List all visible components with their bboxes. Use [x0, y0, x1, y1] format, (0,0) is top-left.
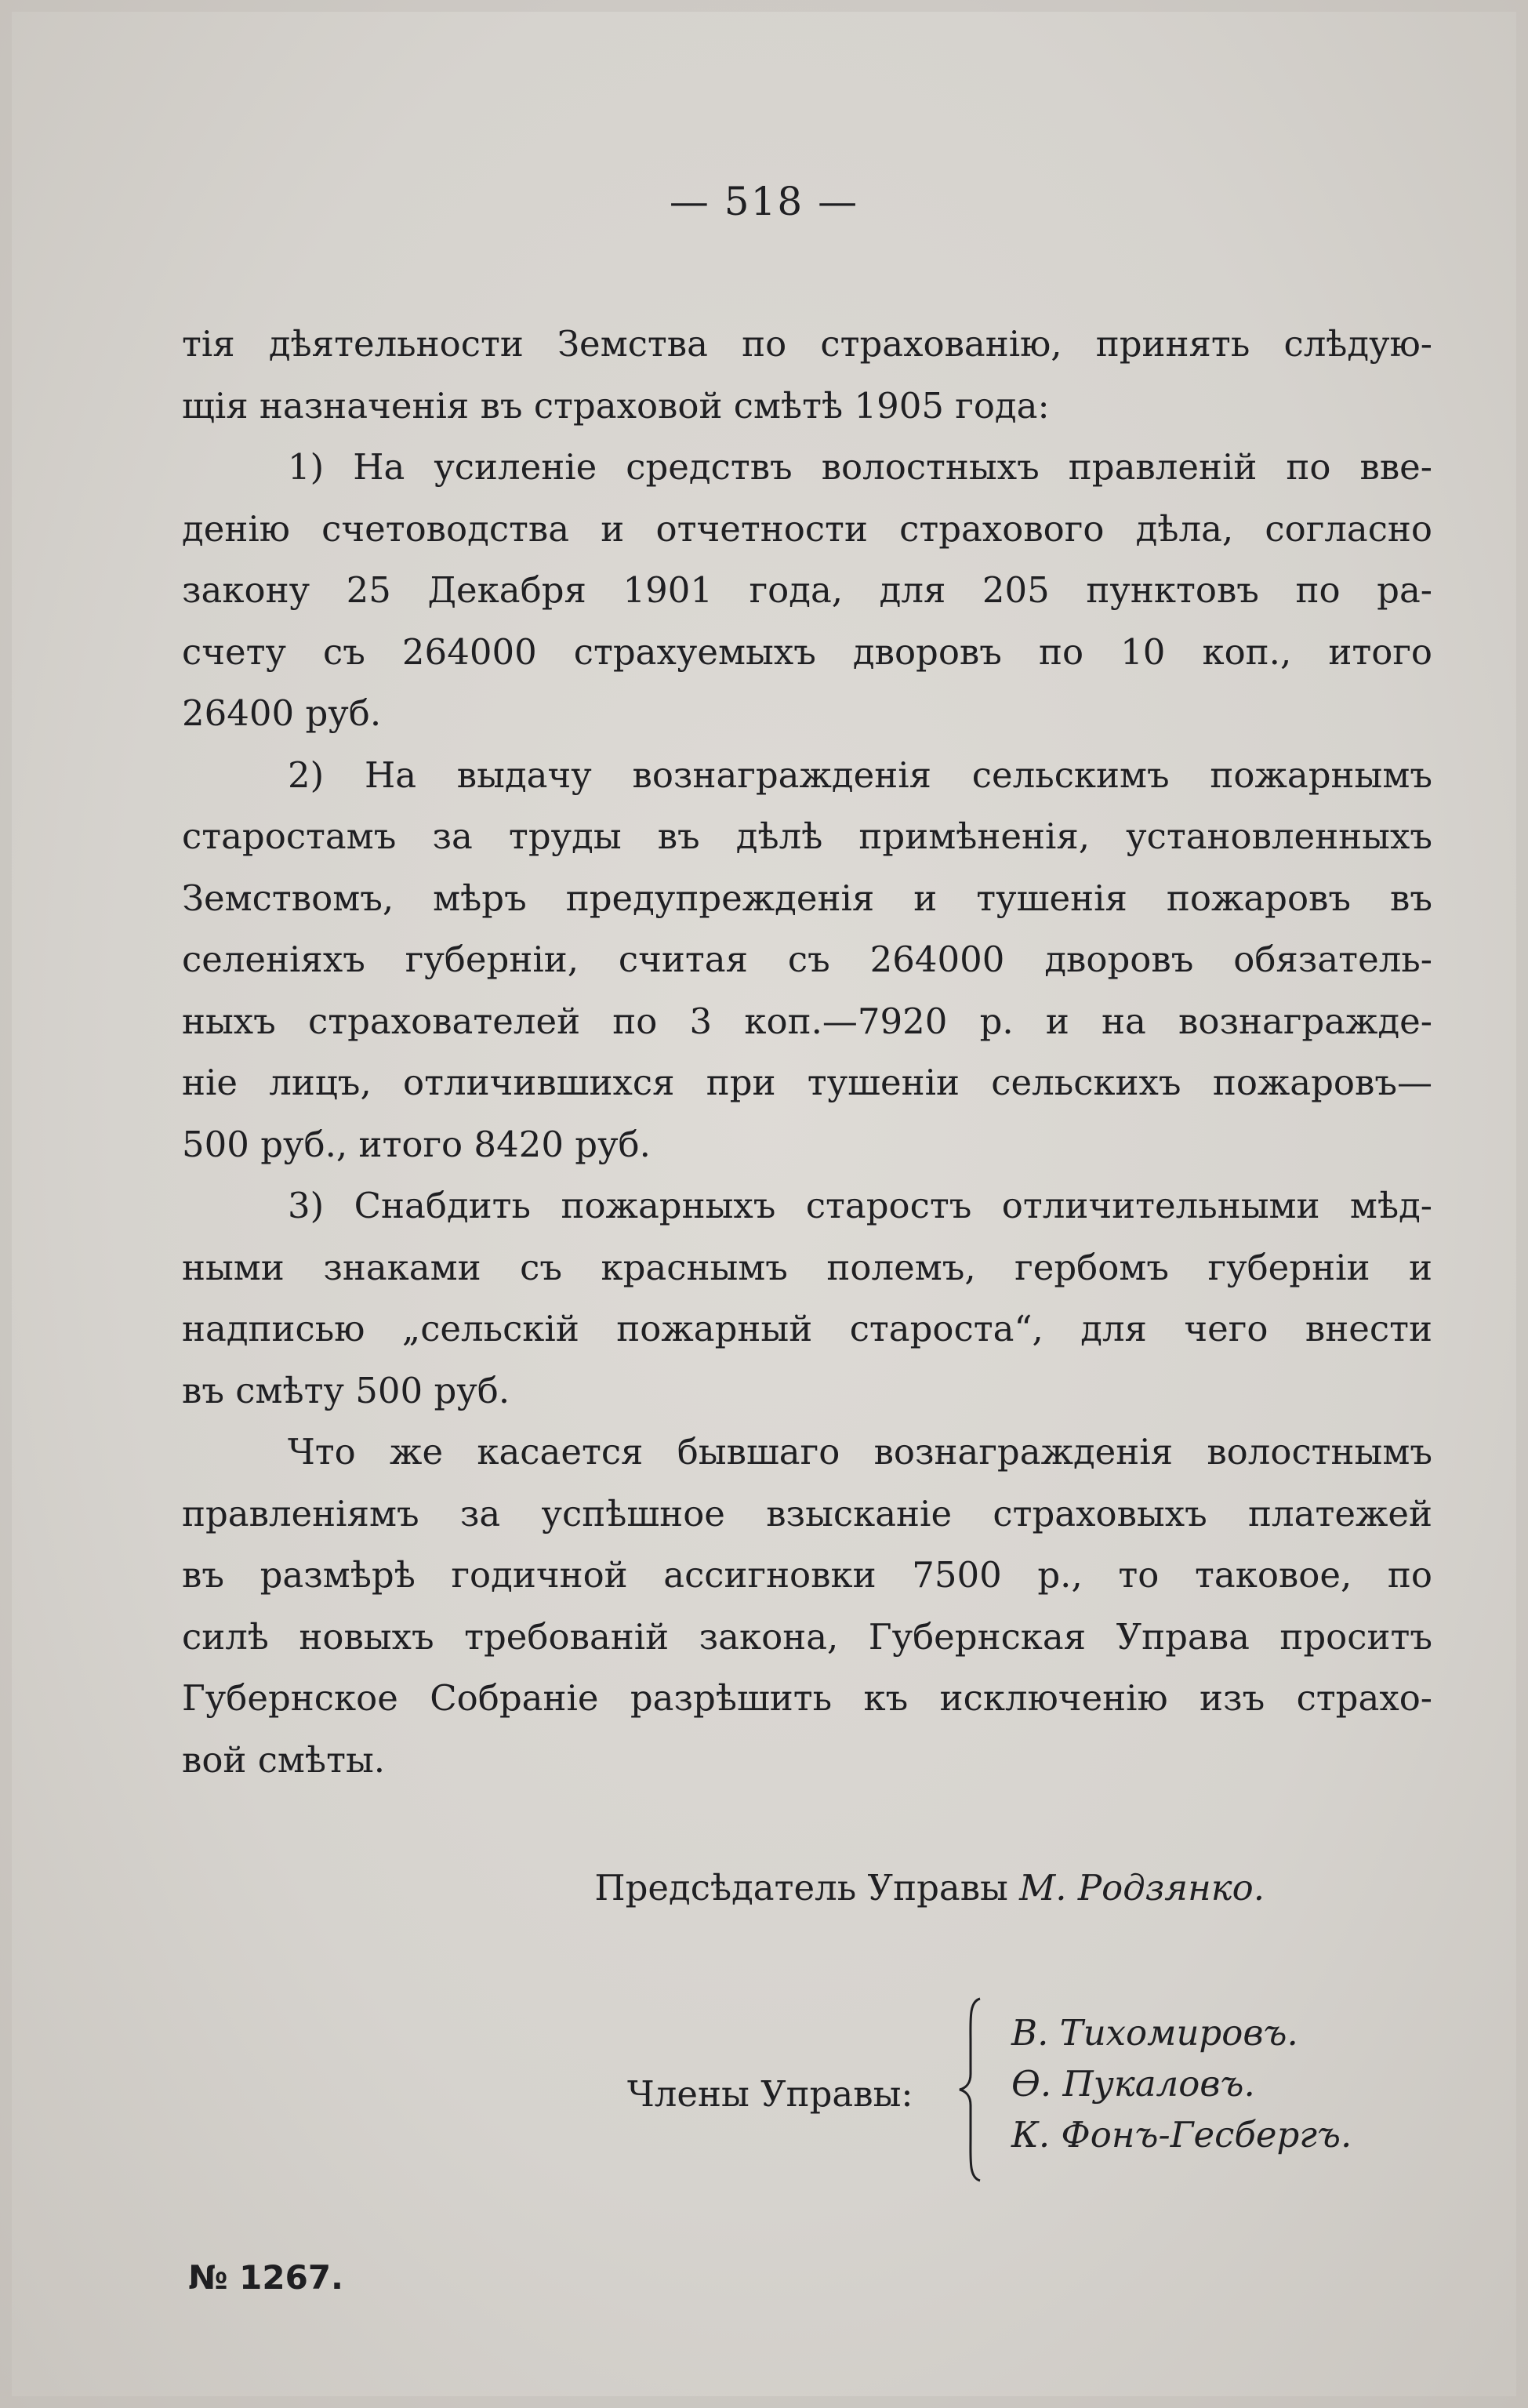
- member-name: В. Тихомировъ.: [1011, 2012, 1298, 2054]
- text-line: Что же касается бывшаго вознагражденія волостнымъ: [288, 1431, 1432, 1473]
- text-line: въ размѣрѣ годичной ассигновки 7500 р., то таковое, по: [182, 1554, 1432, 1596]
- text-line: ніе лицъ, отличившихся при тушеніи сельскихъ пожаровъ—: [182, 1062, 1432, 1103]
- text-line: счету съ 264000 страхуемыхъ дворовъ по 10 коп., итого: [182, 630, 1432, 673]
- text-line: 26400 руб.: [182, 692, 382, 734]
- text-line: правленіямъ за успѣшное взысканіе страховыхъ платежей: [182, 1492, 1432, 1535]
- text-line: Губернское Собраніе разрѣшить къ исключенію изъ страхо-: [182, 1677, 1432, 1719]
- text-line: ными знаками съ краснымъ полемъ, гербомъ губерніи и: [182, 1246, 1432, 1288]
- chairman-title: Предсѣдатель Управы: [594, 1867, 1008, 1909]
- text-line: щія назначенія въ страховой смѣтѣ 1905 года:: [182, 384, 1050, 427]
- member-name: К. Фонъ-Гесбергъ.: [1011, 2114, 1352, 2156]
- text-line: 1) На усиленіе средствъ волостныхъ правленій по вве-: [288, 446, 1432, 488]
- text-line: тія дѣятельности Земства по страхованію, принять слѣдую-: [182, 323, 1432, 365]
- chairman-signature: [594, 1867, 1265, 1909]
- page-number: — 518 —: [669, 179, 859, 224]
- members-list: [1011, 2007, 1352, 2160]
- brace-icon: [956, 1996, 988, 2184]
- text-line: закону 25 Декабря 1901 года, для 205 пунктовъ по ра-: [182, 569, 1432, 611]
- text-line: старостамъ за труды въ дѣлѣ примѣненія, установленныхъ: [182, 815, 1432, 857]
- body-text: [182, 314, 1432, 1791]
- text-line: вой смѣты.: [182, 1738, 386, 1781]
- text-line: въ смѣту 500 руб.: [182, 1369, 510, 1411]
- text-line: надписью „сельскій пожарный староста“, для чего внести: [182, 1308, 1432, 1349]
- text-line: 3) Снабдить пожарныхъ старостъ отличительными мѣд-: [288, 1185, 1432, 1226]
- members-label: Члены Управы:: [627, 2073, 913, 2115]
- text-line: ныхъ страхователей по 3 коп.—7920 р. и на вознагражде-: [182, 1000, 1432, 1042]
- text-line: Земствомъ, мѣръ предупрежденія и тушенія пожаровъ въ: [182, 877, 1432, 919]
- document-number: № 1267.: [188, 2258, 344, 2297]
- text-line: 500 руб., итого 8420 руб.: [182, 1123, 651, 1165]
- text-line: селеніяхъ губерніи, считая съ 264000 дворовъ обязатель-: [182, 939, 1432, 980]
- chairman-name: М. Родзянко.: [1019, 1867, 1265, 1909]
- member-name: Ѳ. Пукаловъ.: [1011, 2063, 1255, 2105]
- text-line: 2) На выдачу вознагражденія сельскимъ пожарнымъ: [288, 754, 1432, 796]
- text-line: денію счетоводства и отчетности страхового дѣла, согласно: [182, 507, 1432, 550]
- text-line: силѣ новыхъ требованій закона, Губернская Управа проситъ: [182, 1615, 1432, 1658]
